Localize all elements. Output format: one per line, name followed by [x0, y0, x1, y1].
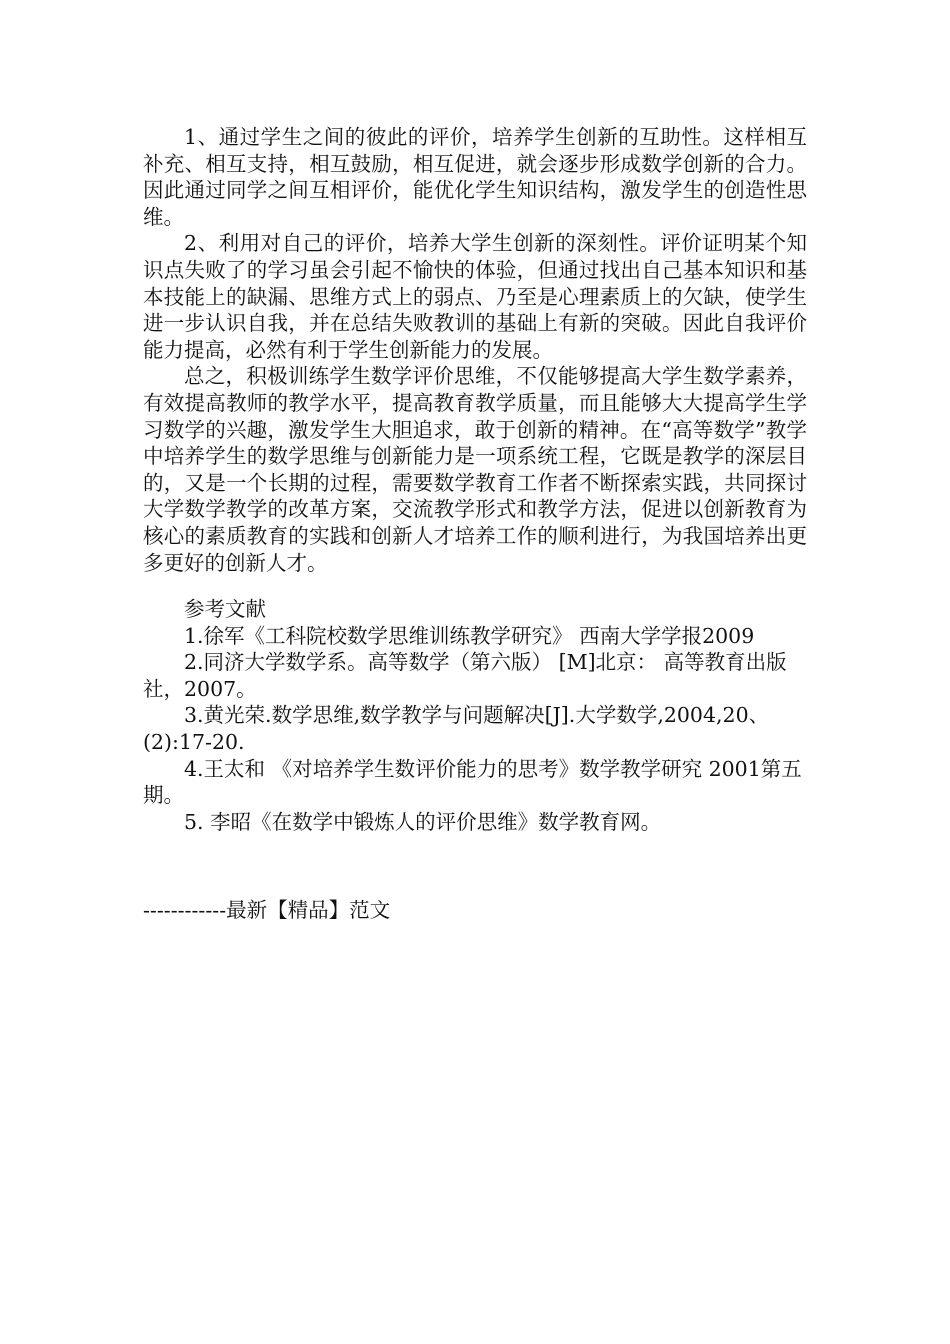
references-title: 参考文献: [184, 597, 266, 621]
reference-item-3: 3.黄光荣.数学思维,数学教学与问题解决[J].大学数学,2004,20、(2):17-20.: [143, 703, 770, 754]
footer-text: ------------最新【精品】范文: [143, 898, 391, 922]
references-section: [143, 596, 807, 835]
paragraph-1: 1、通过学生之间的彼此的评价，培养学生创新的互助性。这样相互补充、相互支持，相互鼓励，相互促进，就会逐步形成数学创新的合力。因此通过同学之间互相评价，能优化学生知识结构，激发学生的创造性思维。: [143, 125, 807, 229]
paragraph-2: 2、利用对自己的评价，培养大学生创新的深刻性。评价证明某个知识点失败了的学习虽会引起不愉快的体验，但通过找出自己基本知识和基本技能上的缺漏、思维方式上的弱点、乃至是心理素质上的欠缺，使学生进一步认识自我，并在总结失败教训的基础上有新的突破。因此自我评价能力提高，必然有利于学生创新能力的发展。: [143, 231, 807, 362]
reference-item-1: 1.徐军《工科院校数学思维训练教学研究》 西南大学学报2009: [184, 623, 755, 648]
reference-item-2: 2.同济大学数学系。高等数学（第六版） [M]北京： 高等教育出版社，2007。: [143, 650, 787, 701]
reference-item-4: 4.王太和 《对培养学生数评价能力的思考》数学教学研究 2001第五期。: [143, 756, 802, 808]
reference-item-5: 5. 李昭《在数学中锻炼人的评价思维》数学教育网。: [184, 809, 662, 834]
paragraph-3: 总之，积极训练学生数学评价思维，不仅能够提高大学生数学素养，有效提高教师的教学水平，提高教育教学质量，而且能够大大提高学生学习数学的兴趣，激发学生大胆追求，敢于创新的精神。在“高等数学”教学中培养学生的数学思维与创新能力是一项系统工程，它既是教学的深层目的，又是一个长期的过程，需要数学教育工作者不断探索实践，共同探讨大学数学教学的改革方案，交流教学形式和教学方法，促进以创新教育为核心的素质教育的实践和创新人才培养工作的顺利进行，为我国培养出更多更好的创新人才。: [143, 364, 807, 575]
body-text: [143, 124, 807, 576]
